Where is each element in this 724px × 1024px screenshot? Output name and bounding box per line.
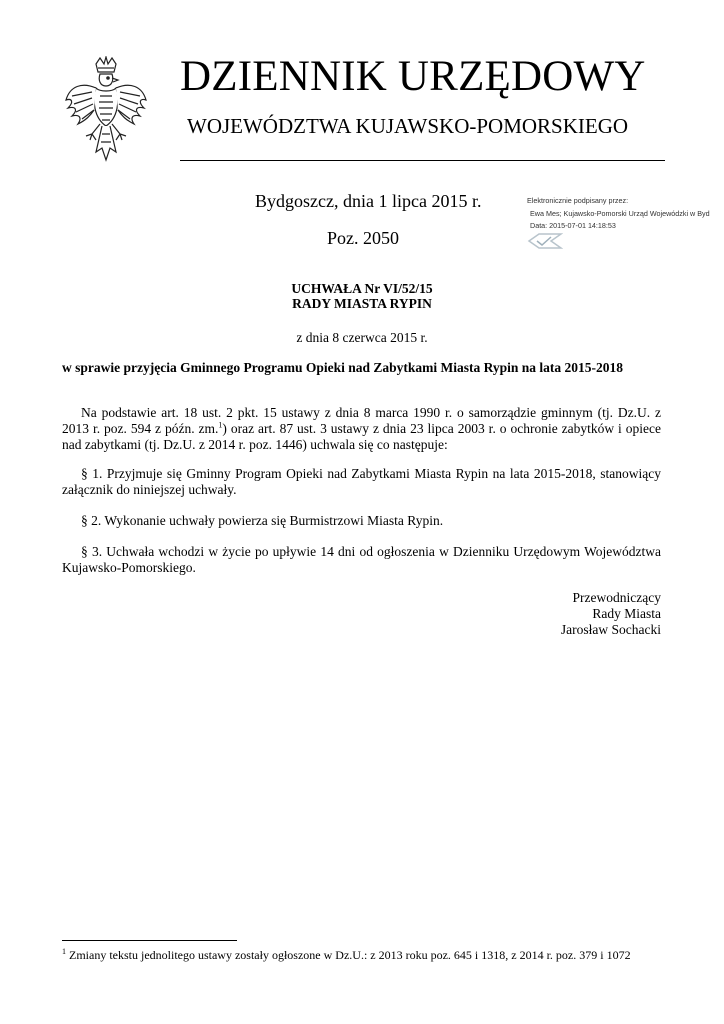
section-1: § 1. Przyjmuje się Gminny Program Opieki nad Zabytkami Miasta Rypin na lata 2015-2018, stanowiący załącznik do niniejszej uchwały.	[62, 466, 661, 497]
section-3: § 3. Uchwała wchodzi w życie po upływie 14 dni od ogłoszenia w Dzienniku Urzędowym Województwa Kujawsko-Pomorskiego.	[62, 544, 661, 575]
act-date: z dnia 8 czerwca 2015 r.	[296, 330, 428, 345]
position-number: Poz. 2050	[327, 228, 399, 248]
journal-subtitle: WOJEWÓDZTWA KUJAWSKO-POMORSKIEGO	[187, 114, 629, 138]
act-council: RADY MIASTA RYPIN	[292, 296, 432, 311]
act-subject: w sprawie przyjęcia Gminnego Programu Opieki nad Zabytkami Miasta Rypin na lata 2015-2018	[62, 360, 624, 375]
footnote-divider	[62, 940, 237, 941]
act-preamble	[62, 405, 661, 453]
footnote	[62, 948, 631, 963]
place-date: Bydgoszcz, dnia 1 lipca 2015 r.	[255, 191, 482, 211]
section-2: § 2. Wykonanie uchwały powierza się Burmistrzowi Miasta Rypin.	[81, 513, 444, 528]
preamble-text-2: ) oraz art. 87 ust. 3 ustawy z dnia 23 lipca 2003 r. o ochronie zabytków i opiece nad zabytkami (tj. Dz.U. z 2014 r. poz. 1446) uchwala się co następuje:	[62, 421, 661, 452]
electronic-signature	[527, 196, 724, 256]
header-divider	[180, 160, 665, 161]
signatory-role: Przewodniczący	[572, 590, 661, 605]
polish-eagle-emblem-icon	[62, 56, 150, 168]
signature-check-icon	[527, 232, 563, 250]
footnote-text: Zmiany tekstu jednolitego ustawy zostały ogłoszone w Dz.U.: z 2013 roku poz. 645 i 1318, z 2014 r. poz. 379 i 1072	[66, 948, 631, 962]
footnote-marker: 1	[62, 947, 66, 956]
signatory-body: Rady Miasta	[592, 606, 661, 621]
act-number: UCHWAŁA Nr VI/52/15	[291, 281, 433, 296]
signature-signer: Ewa Mes; Kujawsko-Pomorski Urząd Wojewódzki w Byd	[530, 209, 710, 218]
preamble-text-1: Na podstawie art. 18 ust. 2 pkt. 15 ustawy z dnia 8 marca 1990 r. o samorządzie gminnym (tj. Dz.U. z 2013 r. poz. 594 z późn. zm.	[62, 405, 661, 436]
signature-date: Data: 2015-07-01 14:18:53	[530, 221, 616, 230]
signature-label: Elektronicznie podpisany przez:	[527, 196, 629, 205]
signatory-name: Jarosław Sochacki	[560, 622, 661, 637]
journal-title: DZIENNIK URZĘDOWY	[180, 53, 646, 100]
footnote-reference: 1	[218, 420, 223, 430]
